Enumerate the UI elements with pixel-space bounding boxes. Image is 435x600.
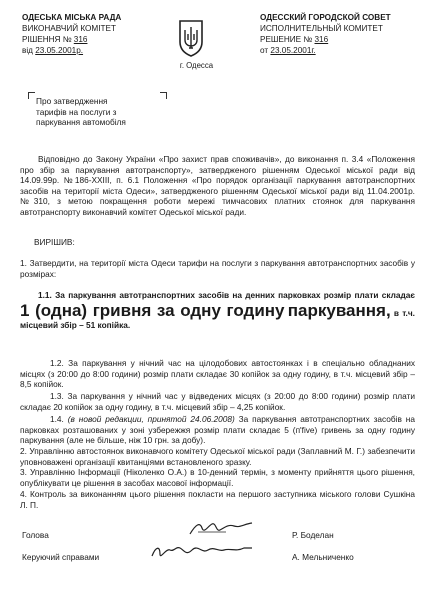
date-prefix: від <box>22 46 33 55</box>
header-right <box>260 12 430 56</box>
council-title-ua: ОДЕСЬКА МІСЬКА РАДА <box>22 13 122 22</box>
item-1-4-prefix: 1.4. <box>50 414 64 424</box>
decision-no: 316 <box>314 35 329 44</box>
date-value: 23.05.2001р. <box>35 46 84 55</box>
item-1-4-text: За паркування автотранспортних засобів на парковках розташованих у зоні узбережжя розмір плати складає 5 (п'five) гривень за одну годину паркування (але не більше, ніж 10 грн. за добу). <box>20 414 415 446</box>
date-value: 23.05.2001г. <box>270 46 316 55</box>
item-1-1-tail: в т.ч. місцевий збір – 51 копійка. <box>20 307 415 330</box>
signature-name-head: Р. Боделан <box>292 530 334 540</box>
city-label: г. Одесса <box>179 61 214 70</box>
item-1-4 <box>20 414 415 446</box>
item-4: 4. Контроль за виконанням цього рішення покласти на першого заступника міського голови Сушкіна Л. П. <box>20 489 415 510</box>
preamble: Відповідно до Закону України «Про захист прав споживачів», до виконання п. 3.4 «Положення про збір за паркування автотранспорту», затвердженого рішенням Одеської міської ради від 14.09.99р. №186-XXIII, п. 6.1 Положення «Про порядок організації паркування автотранспортних засобів на території міста Одеси», затвердженого рішенням Одеської міської ради від 11.04.2001р. №310, з метою покращення роботи мережі тимчасових платних стоянок для паркування автотранспорту виконавчий комітет Одеської міської ради. <box>20 154 415 217</box>
decision-date-ua <box>22 45 172 56</box>
decision-no: 316 <box>73 35 88 44</box>
item-1: 1. Затвердити, на території міста Одеси тарифи на послуги з паркування автотранспортних засобів у розмірах: <box>20 258 415 279</box>
resolved-heading: ВИРІШИВ: <box>34 237 75 247</box>
decision-label: РЕШЕНИЕ № <box>260 35 313 44</box>
date-prefix: от <box>260 46 269 55</box>
signature-mark-manager <box>148 540 258 562</box>
committee-ru: ИСПОЛНИТЕЛЬНЫЙ КОМИТЕТ <box>260 24 383 33</box>
subject-block <box>36 96 186 128</box>
price-highlight: 1 (одна) гривня за одну годину <box>20 300 285 320</box>
decision-label: РІШЕННЯ № <box>22 35 72 44</box>
item-2: 2. Управлінню автостоянок виконавчого комітету Одеської міської ради (Заплавний М. Г.) забезпечити уповноважені організації квитанціями встановленого зразку. <box>20 446 415 467</box>
subject-line: тарифів на послуги з <box>36 106 117 117</box>
item-1-3: 1.3. За паркування у нічний час у відведених місцях (з 20:00 до 8:00 години) розмір плати складає 20 копійок за одну годину, в т.ч. місцевий збір – 4,25 копійок. <box>20 391 415 412</box>
decision-date-ru <box>260 45 430 56</box>
item-1-2: 1.2. За паркування у нічний час на цілодобових автостоянках і в спеціально обладнаних місцях (з 20:00 до 8:00 години) розмір плати складає 30 копійок за одну годину, в т.ч. місцевий збір – 8,5 копійок. <box>20 358 415 390</box>
committee-ua: ВИКОНАВЧИЙ КОМІТЕТ <box>22 24 116 33</box>
item-1-4-note: (в новой редакции, принятой 24.06.2008) <box>67 414 235 424</box>
decision-number-ru <box>260 34 430 45</box>
subject-corner-tl <box>28 92 35 99</box>
header-left <box>22 12 172 56</box>
subject-line: Про затвердження <box>36 96 108 106</box>
price-highlight-2: паркування, <box>287 300 391 320</box>
coat-of-arms-icon <box>176 18 206 58</box>
signature-mark-head <box>186 518 256 540</box>
council-title-ru: ОДЕССКИЙ ГОРОДСКОЙ СОВЕТ <box>260 13 391 22</box>
signature-role-manager: Керуючий справами <box>22 552 100 562</box>
item-3: 3. Управлінню Інформації (Ніколенко О.А.) в 10-денний термін, з моменту прийняття цього рішення, опублікувати це рішення в засобах масової інформації. <box>20 467 415 488</box>
item-1-1-text: 1.1. За паркування автотранспортних засобів на денних парковках розмір плати складає <box>38 290 415 300</box>
decision-number-ua <box>22 34 172 45</box>
signature-name-manager: А. Мельниченко <box>292 552 354 562</box>
signature-role-head: Голова <box>22 530 49 540</box>
subject-line: паркування автомобіля <box>36 117 126 128</box>
item-1-1 <box>20 290 415 330</box>
